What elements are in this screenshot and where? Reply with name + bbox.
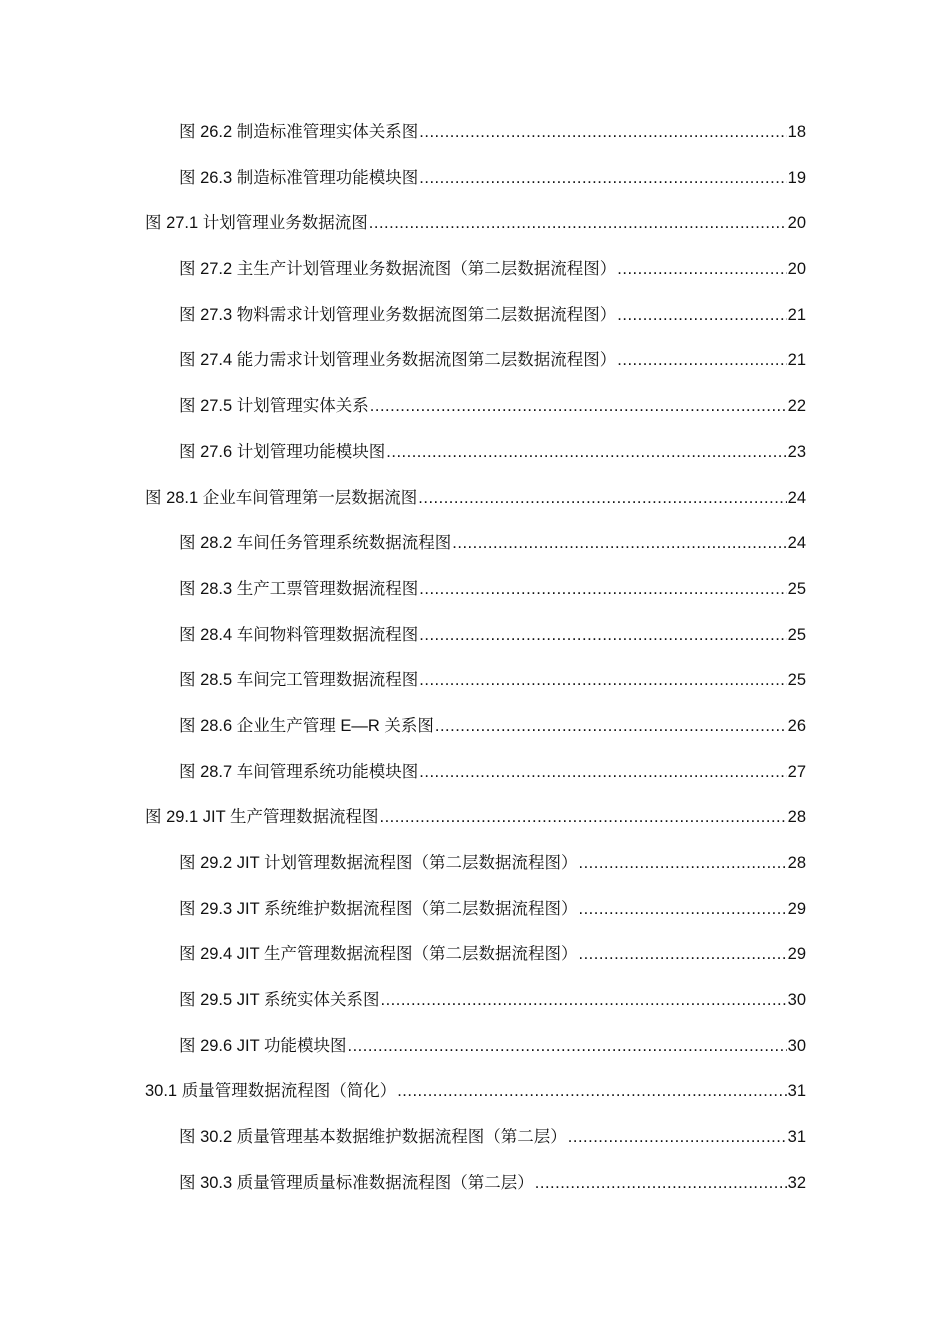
toc-entry-title: 图 29.2 JIT 计划管理数据流程图（第二层数据流程图） [179,854,578,872]
toc-entry-title: 图 29.6 JIT 功能模块图 [179,1036,347,1055]
toc-entry[interactable] [0,121,950,167]
toc-dot-leader [452,532,786,554]
toc-entry[interactable] [0,761,950,807]
toc-page-number: 27 [787,762,806,781]
toc-page-number: 28 [787,808,806,827]
toc-entry-title: 图 28.4 车间物料管理数据流程图 [179,625,419,644]
toc-page-number: 24 [787,534,806,553]
toc-entry-title: 图 29.3 JIT 系统维护数据流程图（第二层数据流程图） [179,899,578,918]
toc-dot-leader [418,487,786,509]
toc-entry-title: 图 27.5 计划管理实体关系 [179,397,369,416]
toc-entry-title: 图 27.1 计划管理业务数据流图 [145,214,368,233]
toc-page-number: 21 [787,351,806,370]
toc-entry[interactable] [0,349,950,395]
toc-entry-title: 图 28.1 企业车间管理第一层数据流图 [145,488,418,507]
toc-entry-title: 图 26.2 制造标准管理实体关系图 [179,123,419,141]
toc-page-number: 25 [787,671,806,690]
toc-page-number: 31 [787,1128,806,1147]
toc-entry[interactable] [0,852,950,898]
toc-entry[interactable] [0,1172,950,1218]
toc-page-number: 24 [787,488,806,507]
toc-entry-title: 图 28.3 生产工票管理数据流程图 [179,579,419,598]
toc-page-number: 21 [787,305,806,324]
toc-entry[interactable] [0,212,950,258]
toc-dot-leader [370,395,787,417]
toc-page-number: 30 [787,1036,806,1055]
toc-entry[interactable] [0,806,950,852]
toc-entry-title: 图 29.5 JIT 系统实体关系图 [179,991,380,1010]
toc-dot-leader [419,121,786,143]
toc-entry[interactable] [0,487,950,533]
toc-entry-title: 图 28.7 车间管理系统功能模块图 [179,762,419,781]
toc-page-number: 29 [787,899,806,918]
toc-entry-title: 图 27.3 物料需求计划管理业务数据流图第二层数据流程图） [179,305,617,324]
toc-dot-leader [380,989,786,1011]
toc-page-number: 25 [787,625,806,644]
toc-entry-title: 图 30.2 质量管理基本数据维护数据流程图（第二层） [179,1128,567,1147]
toc-dot-leader [578,898,786,920]
toc-entry[interactable] [0,624,950,670]
toc-dot-leader [347,1035,786,1057]
toc-dot-leader [435,715,787,737]
toc-entry[interactable] [0,395,950,441]
toc-dot-leader [578,943,786,965]
toc-entry[interactable] [0,1126,950,1172]
toc-entry[interactable] [0,578,950,624]
toc-entry-title: 图 27.6 计划管理功能模块图 [179,442,386,461]
toc-entry-title: 图 27.2 主生产计划管理业务数据流图（第二层数据流程图） [179,260,617,279]
toc-dot-leader [419,761,786,783]
toc-dot-leader [379,806,786,828]
toc-page-number: 26 [787,716,806,735]
toc-page-number: 28 [787,854,806,872]
toc-dot-leader [617,304,786,326]
toc-page-number: 18 [787,123,806,141]
toc-page-number: 32 [787,1173,806,1192]
toc-page-number: 29 [787,945,806,964]
toc-dot-leader [568,1126,787,1148]
toc-entry[interactable] [0,258,950,304]
toc-entry[interactable] [0,532,950,578]
toc-entry-title: 图 29.4 JIT 生产管理数据流程图（第二层数据流程图） [179,945,578,964]
toc-entry[interactable] [0,989,950,1035]
toc-page-number: 31 [787,1082,806,1101]
toc-dot-leader [419,167,786,189]
toc-page-number: 20 [787,214,806,233]
toc-dot-leader [419,669,786,691]
toc-page-number: 20 [787,260,806,279]
toc-entry-title: 图 30.3 质量管理质量标准数据流程图（第二层） [179,1173,534,1192]
toc-entry[interactable] [0,304,950,350]
toc-dot-leader [617,258,786,280]
toc-dot-leader [369,212,787,234]
toc-dot-leader [419,578,786,600]
toc-page-number: 23 [787,442,806,461]
toc-page-number: 22 [787,397,806,416]
toc-entry[interactable] [0,715,950,761]
toc-dot-leader [617,349,786,371]
toc-entry[interactable] [0,943,950,989]
toc-entry[interactable] [0,669,950,715]
toc-entry-title: 图 29.1 JIT 生产管理数据流程图 [145,808,379,827]
toc-dot-leader [535,1172,787,1194]
toc-entry[interactable] [0,167,950,213]
toc-entry[interactable] [0,1035,950,1081]
toc-entry[interactable] [0,441,950,487]
toc-entry-title: 图 28.5 车间完工管理数据流程图 [179,671,419,690]
toc-entry-title: 图 26.3 制造标准管理功能模块图 [179,168,419,187]
toc-entry-title: 30.1 质量管理数据流程图（简化） [145,1082,397,1101]
toc-dot-leader [397,1080,786,1102]
toc-entry-title: 图 28.2 车间任务管理系统数据流程图 [179,534,452,553]
toc-page-number: 19 [787,168,806,187]
table-of-figures [0,121,950,1218]
toc-page-number: 30 [787,991,806,1010]
toc-entry[interactable] [0,898,950,944]
toc-entry-title: 图 27.4 能力需求计划管理业务数据流图第二层数据流程图） [179,351,617,370]
toc-dot-leader [419,624,786,646]
toc-dot-leader [578,852,786,874]
toc-dot-leader [386,441,786,463]
toc-entry-title: 图 28.6 企业生产管理 E—R 关系图 [179,716,434,735]
toc-page-number: 25 [787,579,806,598]
toc-entry[interactable] [0,1080,950,1126]
